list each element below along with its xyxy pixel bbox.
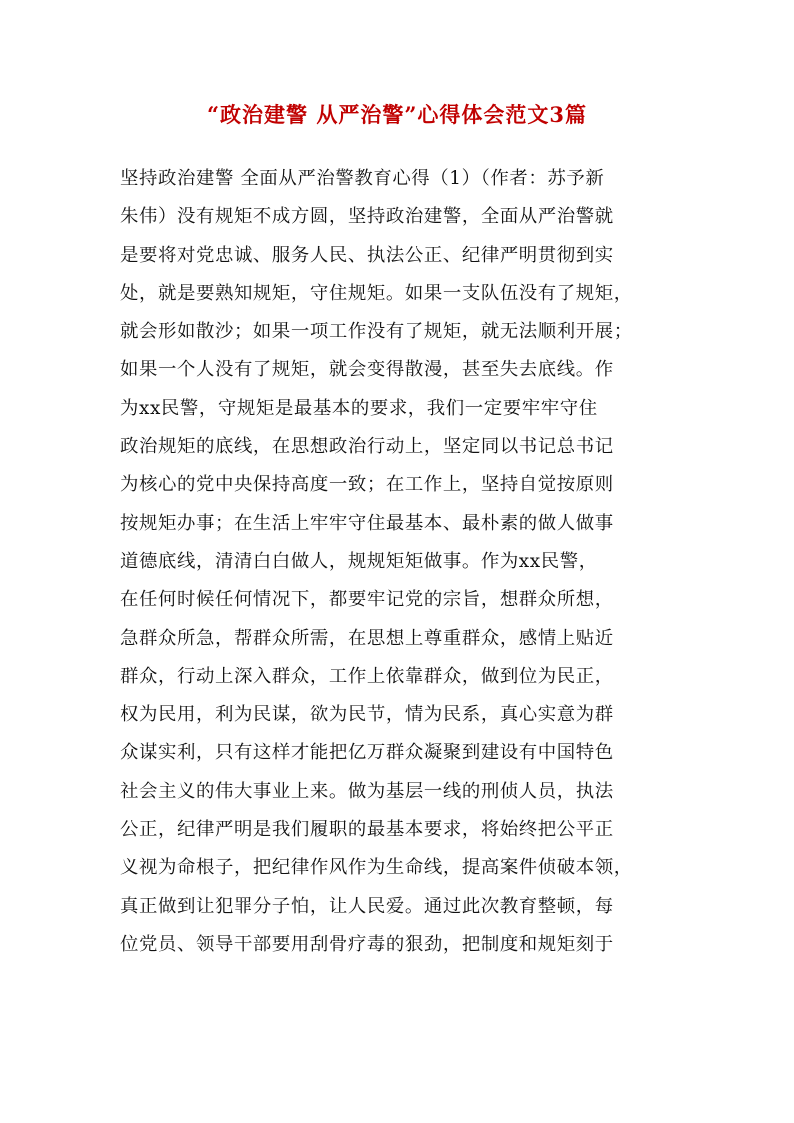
body-line: 朱伟）没有规矩不成方圆，坚持政治建警，全面从严治警就 — [120, 206, 614, 228]
body-line: 处，就是要熟知规矩，守住规矩。如果一支队伍没有了规矩， — [120, 282, 633, 304]
body-line: 为核心的党中央保持高度一致；在工作上，坚持自觉按原则 — [120, 474, 614, 496]
body-line: 义视为命根子，把纪律作风作为生命线，提高案件侦破本领， — [120, 857, 633, 879]
body-line: 真正做到让犯罪分子怕，让人民爱。通过此次教育整顿，每 — [120, 895, 614, 917]
body-line: 道德底线，清清白白做人，规规矩矩做事。作为xx民警， — [120, 550, 598, 572]
body-line: 为xx民警，守规矩是最基本的要求，我们一定要牢牢守住 — [120, 397, 598, 419]
body-line: 按规矩办事；在生活上牢牢守住最基本、最朴素的做人做事 — [120, 512, 614, 534]
body-line: 群众，行动上深入群众，工作上依靠群众，做到位为民正， — [120, 665, 614, 687]
body-line: 权为民用，利为民谋，欲为民节，情为民系，真心实意为群 — [120, 704, 614, 726]
body-line: 如果一个人没有了规矩，就会变得散漫，甚至失去底线。作 — [120, 359, 614, 381]
body-line: 就会形如散沙；如果一项工作没有了规矩，就无法顺利开展； — [120, 321, 633, 343]
body-line: 急群众所急，帮群众所需，在思想上尊重群众，感情上贴近 — [120, 627, 614, 649]
body-line: 是要将对党忠诚、服务人民、执法公正、纪律严明贯彻到实 — [120, 244, 614, 266]
body-line: 众谋实利，只有这样才能把亿万群众凝聚到建设有中国特色 — [120, 742, 614, 764]
document-body — [120, 160, 680, 964]
body-line: 社会主义的伟大事业上来。做为基层一线的刑侦人员，执法 — [120, 780, 614, 802]
body-line: 政治规矩的底线，在思想政治行动上，坚定同以书记总书记 — [120, 436, 614, 458]
body-line: 坚持政治建警 全面从严治警教育心得（1）（作者：苏予新 — [120, 168, 605, 189]
document-title: “政治建警 从严治警”心得体会范文3篇 — [206, 102, 588, 127]
body-line: 在任何时候任何情况下，都要牢记党的宗旨，想群众所想， — [120, 589, 614, 611]
body-line: 公正，纪律严明是我们履职的最基本要求，将始终把公平正 — [120, 819, 614, 841]
body-line: 位党员、领导干部要用刮骨疗毒的狠劲，把制度和规矩刻于 — [120, 933, 614, 955]
